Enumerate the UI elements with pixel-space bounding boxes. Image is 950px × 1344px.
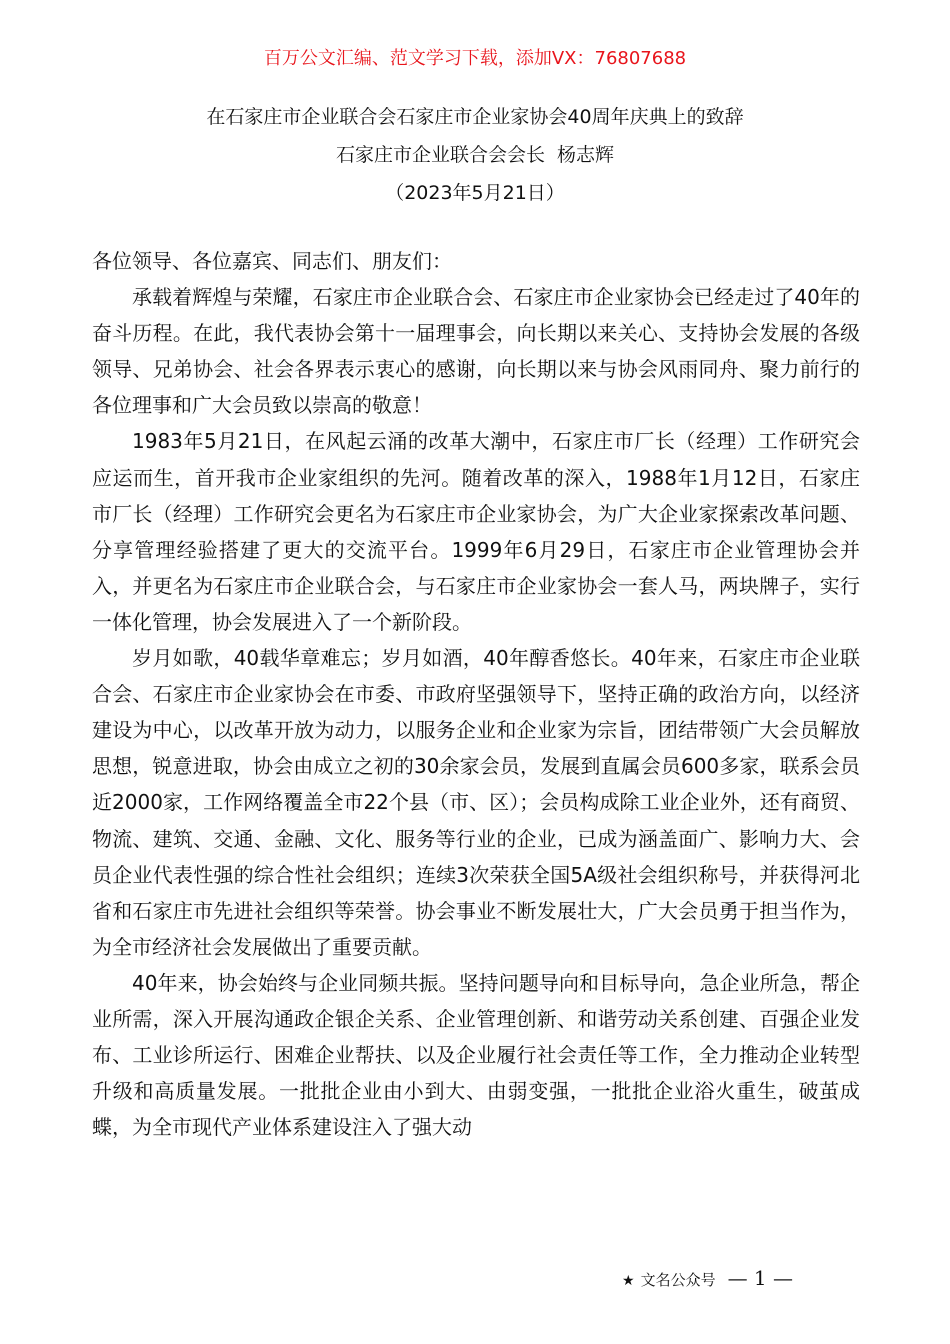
paragraph: 1983年5月21日，在风起云涌的改革大潮中，石家庄市厂长（经理）工作研究会应运而生，首开我市企业家组织的先河。随着改革的深入，1988年1月12日，石家庄市厂长（经理）工作研究会更名为石家庄市企业家协会，为广大企业家探索改革问题、分享管理经验搭建了更大的交流平台。1999年6月29日，石家庄市企业管理协会并入，并更名为石家庄市企业联合会，与石家庄市企业家协会一套人马，两块牌子，实行一体化管理，协会发展进入了一个新阶段。 [92,429,860,634]
star-icon: ★ [622,1273,635,1289]
speech-title: 在石家庄市企业联合会石家庄市企业家协会40周年庆典上的致辞 [206,106,744,128]
paragraph: 承载着辉煌与荣耀，石家庄市企业联合会、石家庄市企业家协会已经走过了40年的奋斗历程。在此，我代表协会第十一届理事会，向长期以来关心、支持协会发展的各级领导、兄弟协会、社会各界表示衷心的感谢，向长期以来与协会风雨同舟、聚力前行的各位理事和广大会员致以崇高的敬意！ [92,285,860,418]
page-number: — 1 — [727,1266,794,1290]
title-block [0,98,950,212]
salutation: 各位领导、各位嘉宾、同志们、朋友们： [92,249,452,273]
paragraph: 40年来，协会始终与企业同频共振。坚持问题导向和目标导向，急企业所急，帮企业所需，深入开展沟通政企银企关系、企业管理创新、和谐劳动关系创建、百强企业发布、工业诊所运行、困难企业帮扶、以及企业履行社会责任等工作，全力推动企业转型升级和高质量发展。一批批企业由小到大、由弱变强，一批批企业浴火重生，破茧成蝶，为全市现代产业体系建设注入了强大动 [92,970,860,1140]
speech-date: （2023年5月21日） [385,182,565,204]
promo-banner: 百万公文汇编、范文学习下载，添加VX：76807688 [263,48,687,69]
speaker-line: 石家庄市企业联合会会长 杨志辉 [335,144,615,166]
paragraph: 岁月如歌，40载华章难忘；岁月如酒，40年醇香悠长。40年来，石家庄市企业联合会、石家庄市企业家协会在市委、市政府坚强领导下，坚持正确的政治方向，以经济建设为中心，以改革开放为动力，以服务企业和企业家为宗旨，团结带领广大会员解放思想，锐意进取，协会由成立之初的30余家会员，发展到直属会员600多家，联系会员近2000家，工作网络覆盖全市22个县（市、区）；会员构成除工业企业外，还有商贸、物流、建筑、交通、金融、文化、服务等行业的企业，已成为涵盖面广、影响力大、会员企业代表性强的综合性社会组织；连续3次荣获全国5A级社会组织称号，并获得河北省和石家庄市先进社会组织等荣誉。协会事业不断发展壮大，广大会员勇于担当作为，为全市经济社会发展做出了重要贡献。 [92,646,860,959]
page-footer [622,1266,793,1293]
speech-body [92,243,860,1145]
footer-label: 文名公众号 [640,1271,716,1289]
